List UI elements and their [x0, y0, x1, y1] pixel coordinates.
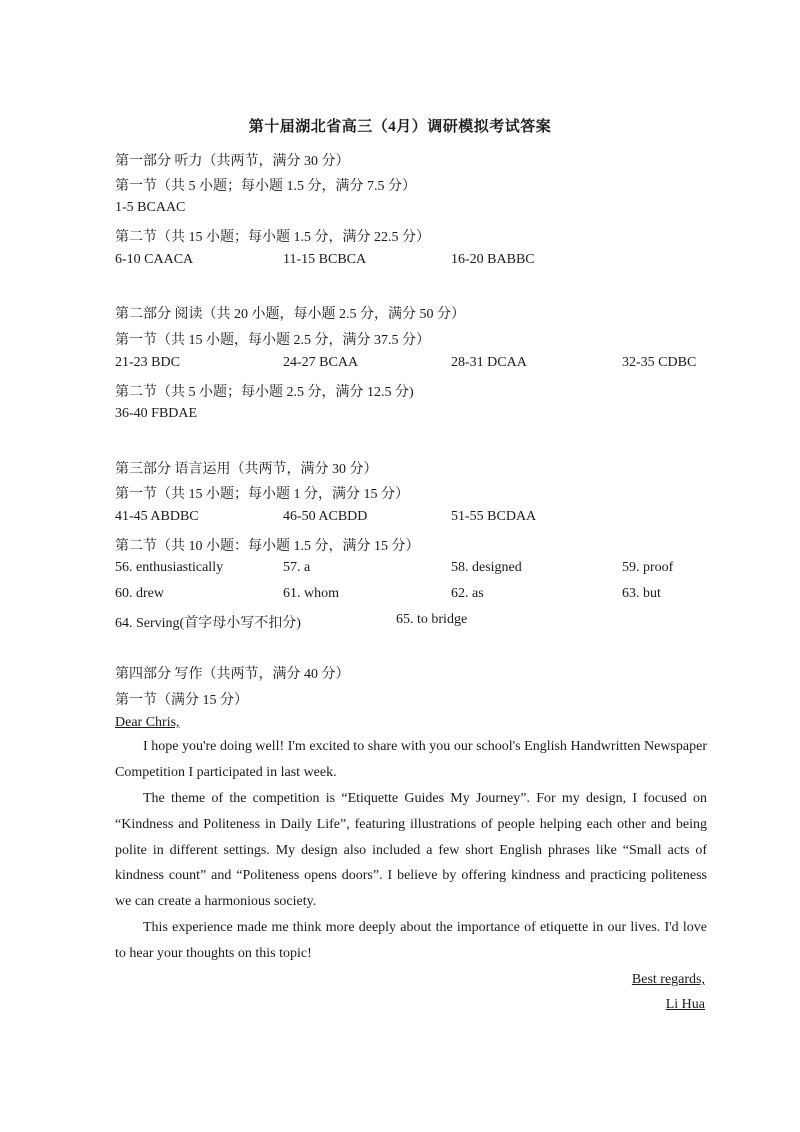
answer-group: 11-15 BCBCA [283, 252, 367, 267]
answer-item: 57. a [283, 560, 311, 575]
page-title: 第十届湖北省高三（4月）调研模拟考试答案 [248, 119, 552, 135]
part3-header: 第三部分 语言运用（共两节，满分 30 分） [115, 462, 378, 477]
answer-item: 61. whom [283, 586, 339, 601]
part2-header: 第二部分 阅读（共 20 小题，每小题 2.5 分，满分 50 分） [115, 307, 465, 322]
answer-group: 46-50 ACBDD [283, 509, 368, 524]
answer-group: 6-10 CAACA [115, 252, 194, 267]
part3-section2-header: 第二节（共 10 小题：每小题 1.5 分，满分 15 分） [115, 539, 420, 554]
answer-item: 60. drew [115, 586, 164, 601]
part4-section1-header: 第一节（满分 15 分） [115, 693, 248, 708]
letter-paragraph: This experience made me think more deeply about the importance of etiquette in our lives. I'd love to hear your thoughts on this topic! [115, 920, 707, 961]
answer-item: 63. but [622, 586, 661, 601]
letter-signature: Li Hua [665, 997, 705, 1012]
answer-group: 28-31 DCAA [451, 355, 527, 370]
letter-paragraph: The theme of the competition is “Etiquette Guides My Journey”. For my design, I focused on “Kindness and Politeness in Daily Life”, featuring illustrations of people helping each other and being polite in different settings. My design also included a few short English phrases like “Small acts of kindness count” and “Politeness opens doors”. I believe by offering kindness and practicing politeness we can create a harmonious society. [115, 791, 707, 910]
answer-group: 21-23 BDC [115, 355, 180, 370]
part1-header: 第一部分 听力（共两节，满分 30 分） [115, 154, 350, 169]
part4-header: 第四部分 写作（共两节，满分 40 分） [115, 667, 350, 682]
part3-section1-header: 第一节（共 15 小题；每小题 1 分，满分 15 分） [115, 487, 409, 502]
answer-group: 24-27 BCAA [283, 355, 359, 370]
answer-item: 65. to bridge [396, 612, 468, 627]
answer-item: 56. enthusiastically [115, 560, 224, 575]
answer-item: 59. proof [622, 560, 674, 575]
answer-group: 51-55 BCDAA [451, 509, 537, 524]
letter-paragraph: I hope you're doing well! I'm excited to share with you our school's English Handwritten Newspaper Competition I participated in last week. [115, 739, 707, 780]
answer-item: 62. as [451, 586, 484, 601]
letter-closing: Best regards, [631, 972, 705, 987]
letter-greeting: Dear Chris, [115, 715, 180, 730]
answer-group: 16-20 BABBC [451, 252, 535, 267]
part2-section2-header: 第二节（共 5 小题；每小题 2.5 分，满分 12.5 分) [115, 385, 414, 400]
answer-group: 41-45 ABDBC [115, 509, 199, 524]
answer-item: 64. Serving(首字母小写不扣分) [115, 616, 301, 631]
answer-group: 1-5 BCAAC [115, 200, 186, 215]
part2-section1-header: 第一节（共 15 小题，每小题 2.5 分，满分 37.5 分） [115, 333, 430, 348]
answer-group: 32-35 CDBC [622, 355, 697, 370]
answer-item: 58. designed [451, 560, 522, 575]
part1-section2-header: 第二节（共 15 小题；每小题 1.5 分，满分 22.5 分） [115, 230, 430, 245]
part1-section1-header: 第一节（共 5 小题；每小题 1.5 分，满分 7.5 分） [115, 179, 416, 194]
answer-group: 36-40 FBDAE [115, 406, 198, 421]
